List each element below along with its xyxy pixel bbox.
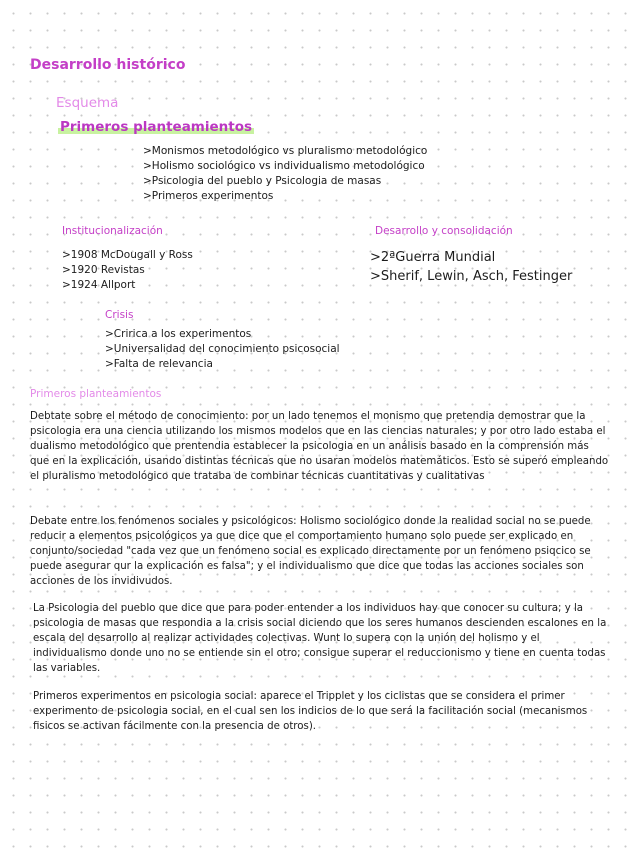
list-item: >Universalidad del conocimiento psicosocial — [105, 343, 340, 355]
crisis-heading: Crisis — [105, 309, 134, 321]
crisis-list — [105, 327, 340, 372]
paragraph-text: La Psicologia del pueblo que dice que para poder entender a los individuos hay que conocer su cultura; y la psicologia de masas que respondia a la crisis social diciendo que los seres humanos descienden escalones en la escala del desarrollo al realizar actividades colectivas. Wunt lo supera con la unión del holismo y el individualismo donde uno no se entiende sin el otro; consigue superar el reduccionismo y tiene en cuenta todas las variables. — [33, 603, 607, 674]
primeros-planteamientos-heading — [58, 119, 254, 135]
paragraph-monismo — [30, 409, 610, 484]
desarrollo-heading: Desarrollo y consolidación — [375, 225, 513, 237]
list-item: >Primeros experimentos — [143, 190, 274, 202]
list-item: >1920 Revistas — [62, 264, 145, 276]
paragraph-text: Debate entre los fenómenos sociales y psicológicos: Holismo sociológico donde la realidad social no se puede reducir a elementos psicológicos ya que dice que el comportamiento humano solo puede ser explicado en conjunto/sociedad "cada vez que un fenómeno social es explicado directamente por un fenómeno psiqcico se puede asegurar qur la explicación es falsa"; y el individualismo que dice que todas las acciones sociales son acciones de los invidivudos. — [30, 516, 591, 587]
institucionalizacion-list — [62, 248, 193, 293]
list-item: >Psicologia del pueblo y Psicologia de masas — [143, 175, 382, 187]
list-item: >1908 McDougall y Ross — [62, 249, 193, 261]
primeros-planteamientos-highlight: Primeros planteamientos — [60, 119, 253, 135]
paragraph-holismo — [30, 514, 610, 589]
list-item: >Holismo sociológico vs individualismo metodológico — [143, 160, 425, 172]
esquema-heading: Esquema — [56, 95, 119, 111]
desarrollo-list — [370, 248, 572, 286]
primeros-list — [143, 144, 427, 204]
paragraph-text: Debtate sobre el método de conocimiento: por un lado tenemos el monismo que pretendia demostrar que la psicologia era una ciencia utilizando los mismos modelos que en las ciencias naturales; y por otro lado estaba el dualismo metodológico que prentendia establecer la psicologia en un análisis basado en la comprensión más que en la explicación, usando distintas técnicas que no usaran modelos matemáticos. Esto se superó empleando el pluralismo metodológico que trataba de combinar técnicas cuantitativas y cualitativas — [30, 411, 609, 482]
list-item: >2ªGuerra Mundial — [370, 250, 496, 265]
list-item: >Falta de relevancia — [105, 358, 213, 370]
list-item: >Cririca a los experimentos — [105, 328, 252, 340]
paragraph-text: Primeros experimentos en psicologia social: aparece el Tripplet y los ciclistas que se considera el primer experimento de psicologia social, en el cual sen los indicios de lo que será la facilitación social (mecanismos fisicos se activan fácilmente con la presencia de otros). — [33, 691, 588, 732]
list-item: >1924 Allport — [62, 279, 136, 291]
list-item: >Sherif, Lewin, Asch, Festinger — [370, 269, 573, 284]
section-heading: Primeros planteamientos — [30, 388, 162, 400]
paragraph-psicologia-pueblo — [33, 601, 613, 676]
paragraph-primeros-experimentos — [33, 689, 613, 734]
list-item: >Monismos metodológico vs pluralismo metodológico — [143, 145, 428, 157]
page-title: Desarrollo histórico — [30, 57, 186, 73]
institucionalizacion-heading: Institucionalización — [62, 225, 163, 237]
